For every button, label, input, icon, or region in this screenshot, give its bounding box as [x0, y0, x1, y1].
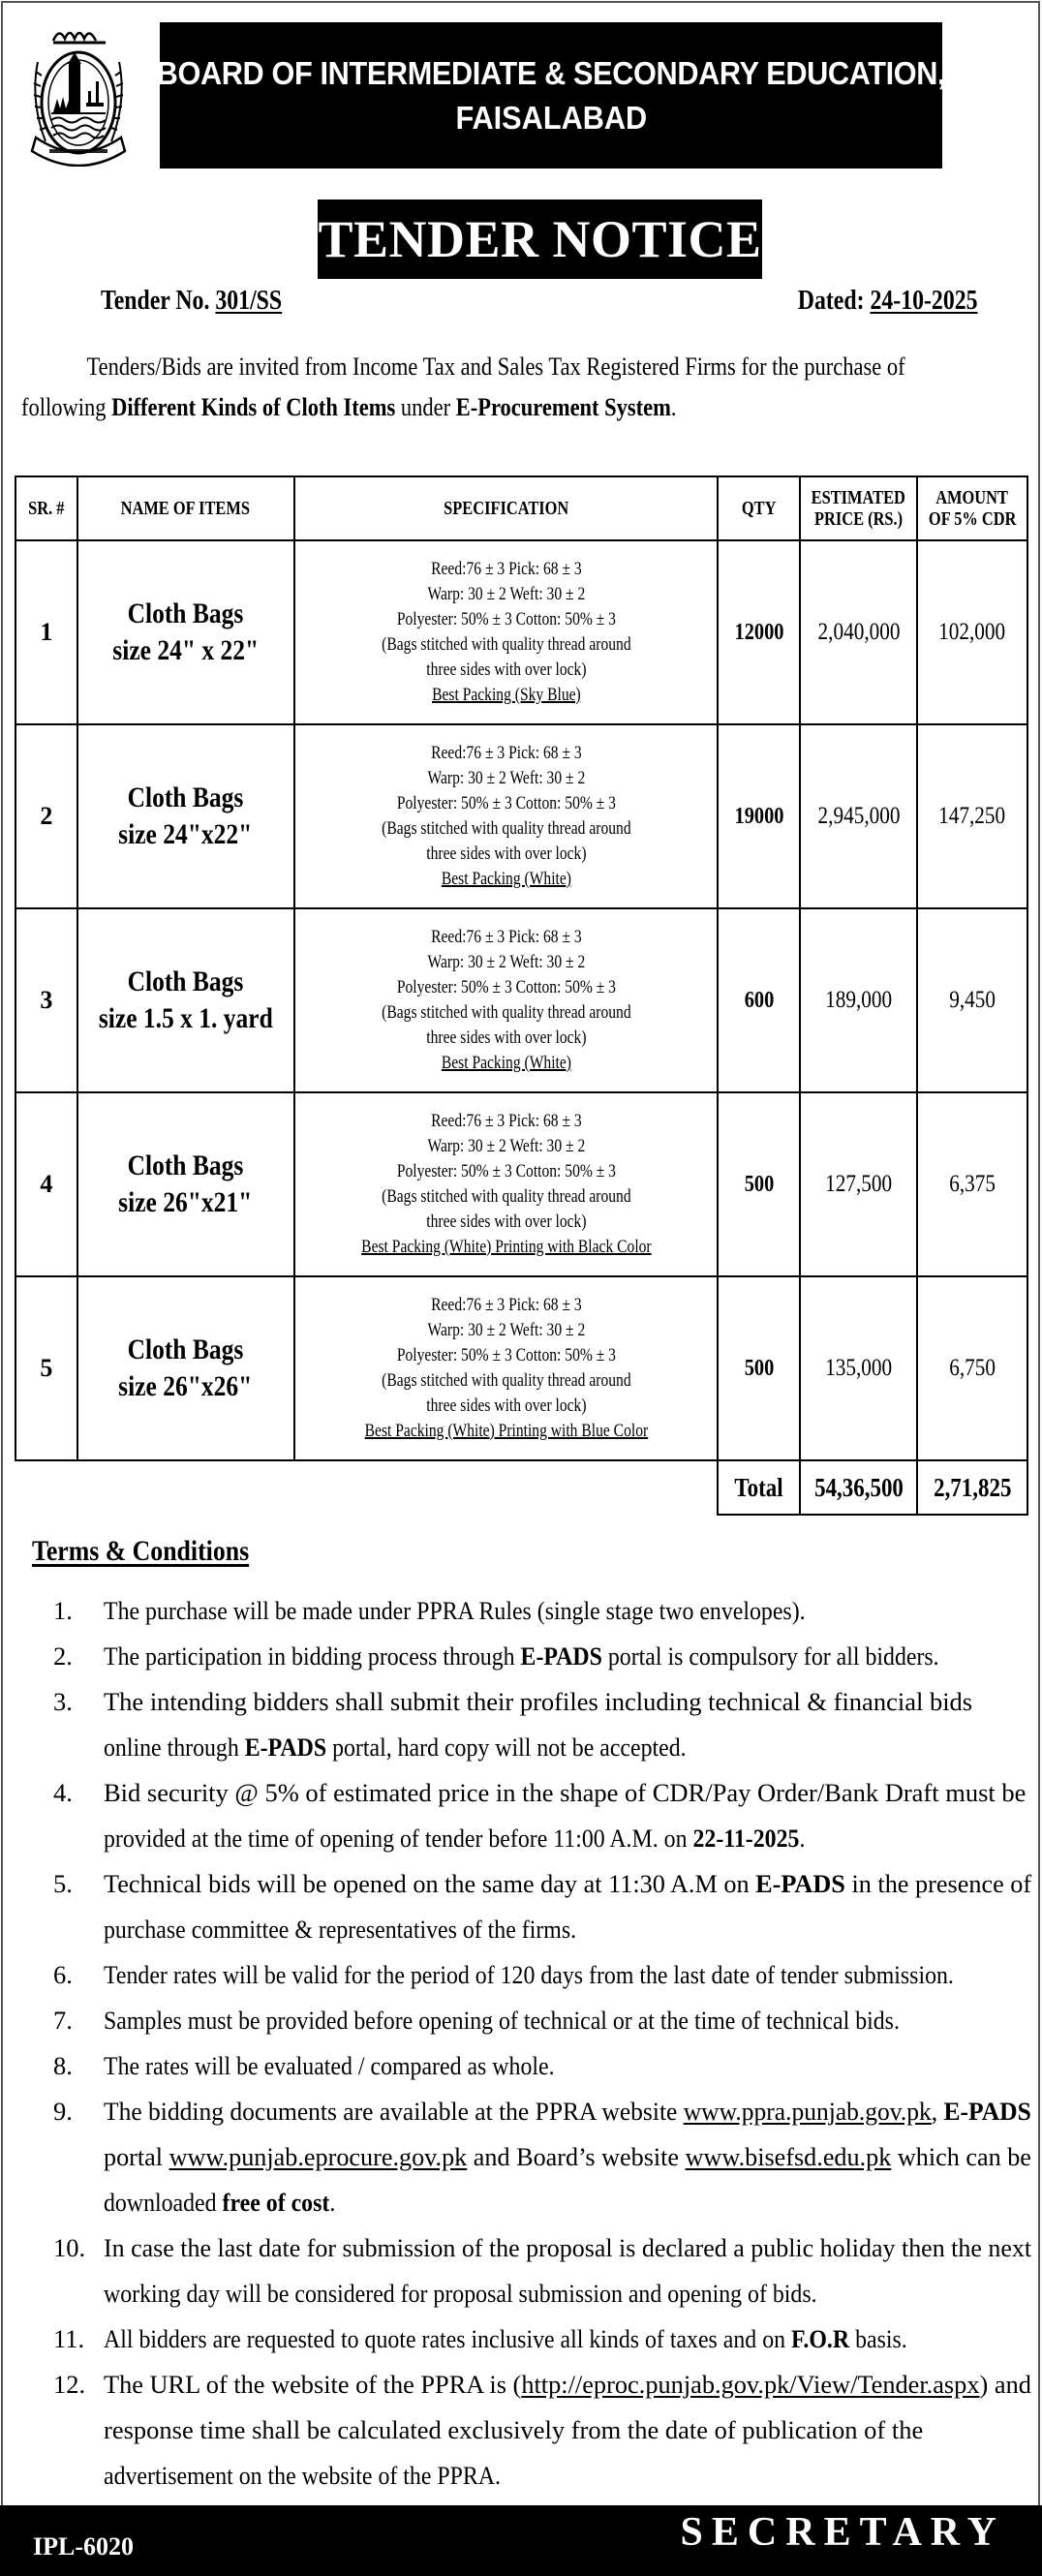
spec-line: three sides with over lock): [425, 1395, 587, 1416]
term-text: Bid security @ 5% of estimated price in the shape of CDR/Pay Order/Bank Draft must be: [104, 1778, 1027, 1807]
term-item: [53, 2225, 1031, 2316]
ipl-reference: IPL-6020: [33, 2532, 134, 2561]
term-link[interactable]: www.bisefsd.edu.pk: [685, 2142, 892, 2171]
term-text: response time shall be calculated exclusively from the date of publication of the: [104, 2415, 924, 2444]
term-item: [53, 2043, 1031, 2089]
terms-list: [53, 1588, 1031, 2499]
term-text: All bidders are requested to quote rates inclusive all kinds of taxes and on: [104, 2324, 792, 2353]
spec-line: Warp: 30 ± 2 Weft: 30 ± 2: [427, 1136, 585, 1156]
tender-no-value: 301/SS: [215, 286, 283, 316]
dated-label: Dated:: [798, 286, 865, 316]
term-text: working day will be considered for proposal submission and opening of bids.: [104, 2279, 817, 2308]
term-line: [104, 2180, 938, 2225]
spec-line: (Bags stitched with quality thread around: [381, 1186, 631, 1207]
cell-price: 2,945,000: [800, 724, 917, 908]
col-header-spec: SPECIFICATION: [294, 476, 719, 540]
term-line: [104, 1998, 938, 2043]
term-line: [104, 2453, 938, 2499]
term-text: provided at the time of opening of tender before 11:00 A.M. on: [104, 1824, 693, 1853]
footer-bar: [0, 2505, 1042, 2576]
table-header-row: [15, 476, 1027, 540]
table-row: [15, 1276, 1027, 1460]
term-text: .: [799, 1824, 806, 1853]
total-cdr: 2,71,825: [917, 1460, 1027, 1515]
cell-qty: 500: [718, 1092, 800, 1276]
table-row: [15, 540, 1027, 724]
term-text: Tender rates will be valid for the period of 120 days from the last date of tender submission.: [104, 1960, 954, 1989]
term-number: 9.: [53, 2097, 73, 2126]
spec-line: Polyester: 50% ± 3 Cotton: 50% ± 3: [396, 1345, 616, 1365]
cell-name: Cloth Bags size 26"x21": [77, 1092, 294, 1276]
cell-price: 189,000: [800, 908, 917, 1092]
term-line: [104, 1679, 1031, 1725]
dated-value: 24-10-2025: [870, 286, 978, 316]
col-header-price: ESTIMATED PRICE (RS.): [800, 476, 917, 540]
term-text: .: [329, 2188, 336, 2217]
term-text: and Board’s website: [467, 2142, 686, 2171]
spec-line: Polyester: 50% ± 3 Cotton: 50% ± 3: [396, 793, 616, 813]
cell-cdr: 6,375: [917, 1092, 1027, 1276]
cell-qty: 600: [718, 908, 800, 1092]
cell-cdr: 9,450: [917, 908, 1027, 1092]
term-bold: F.O.R: [791, 2324, 850, 2353]
term-text: portal, hard copy will not be accepted.: [326, 1733, 687, 1762]
cell-spec: [294, 908, 719, 1092]
intro-bold-items: Different Kinds of Cloth Items: [111, 393, 396, 421]
term-line: [104, 2316, 938, 2362]
cell-spec: [294, 1276, 719, 1460]
intro-text: following: [21, 393, 112, 421]
cell-sr: 5: [15, 1276, 77, 1460]
term-bold: E-PADS: [943, 2097, 1031, 2126]
term-item: [53, 1998, 1031, 2043]
term-text: The bidding documents are available at the PPRA website: [104, 2097, 684, 2126]
term-text: purchase committee & representatives of the firms.: [104, 1915, 577, 1944]
signatory: SECRETARY: [680, 2510, 1005, 2555]
term-line: [104, 2407, 1031, 2453]
table-row: [15, 724, 1027, 908]
cell-price: 135,000: [800, 1276, 917, 1460]
term-line: [104, 2225, 1032, 2271]
intro-line-1: Tenders/Bids are invited from Income Tax and Sales Tax Registered Firms for the purchase of: [86, 353, 905, 381]
intro-text: under: [395, 393, 456, 421]
term-line: [104, 2089, 1031, 2134]
term-item: [53, 1634, 1031, 1679]
term-number: 11.: [53, 2324, 85, 2353]
spec-line: three sides with over lock): [425, 843, 587, 864]
tender-meta-row: [0, 286, 1042, 324]
term-text: portal is compulsory for all bidders.: [601, 1641, 939, 1671]
spec-line: Polyester: 50% ± 3 Cotton: 50% ± 3: [396, 609, 616, 629]
term-bold: E-PADS: [755, 1869, 845, 1898]
term-bold: E-PADS: [520, 1641, 602, 1671]
term-item: [53, 1861, 1031, 1952]
spec-line: Polyester: 50% ± 3 Cotton: 50% ± 3: [396, 1161, 616, 1181]
term-link[interactable]: www.ppra.punjab.gov.pk: [683, 2097, 932, 2126]
cell-cdr: 102,000: [917, 540, 1027, 724]
col-header-cdr: AMOUNT OF 5% CDR: [917, 476, 1027, 540]
term-bold: 22-11-2025: [692, 1824, 800, 1853]
cell-sr: 4: [15, 1092, 77, 1276]
term-text: The purchase will be made under PPRA Rules (single stage two envelopes).: [104, 1596, 806, 1625]
term-number: 5.: [53, 1869, 73, 1898]
org-name-line2: FAISALABAD: [455, 99, 647, 136]
cell-qty: 500: [718, 1276, 800, 1460]
spec-line: Reed:76 ± 3 Pick: 68 ± 3: [430, 1111, 582, 1131]
term-text: online through: [104, 1733, 245, 1762]
tender-number: [101, 286, 282, 317]
term-line: [104, 2043, 938, 2089]
cell-name: Cloth Bags size 24" x 22": [77, 540, 294, 724]
term-text: The intending bidders shall submit their profiles including technical & financial bids: [104, 1687, 973, 1716]
term-number: 2.: [53, 1641, 73, 1671]
term-text: ) and: [979, 2370, 1031, 2399]
term-text: ,: [931, 2097, 944, 2126]
cell-name: Cloth Bags size 24"x22": [77, 724, 294, 908]
packing-line: Best Packing (White) Printing with Black Color: [360, 1237, 652, 1257]
term-text: downloaded: [104, 2188, 223, 2217]
table-total-row: [15, 1460, 1027, 1515]
term-number: 8.: [53, 2051, 73, 2080]
cell-price: 127,500: [800, 1092, 917, 1276]
spec-line: Reed:76 ± 3 Pick: 68 ± 3: [430, 927, 582, 947]
term-bold: E-PADS: [244, 1733, 327, 1762]
term-text: basis.: [849, 2324, 907, 2353]
packing-line: Best Packing (White): [441, 1053, 571, 1073]
notice-title-box: [318, 199, 762, 279]
intro-line-2: [21, 387, 893, 428]
term-number: 10.: [53, 2233, 86, 2262]
table-row: [15, 1092, 1027, 1276]
term-item: [53, 1679, 1031, 1770]
term-line: [104, 1634, 938, 1679]
term-link[interactable]: www.punjab.eprocure.gov.pk: [169, 2142, 468, 2171]
term-link[interactable]: http://eproc.punjab.gov.pk/View/Tender.aspx: [521, 2370, 980, 2399]
spec-line: Warp: 30 ± 2 Weft: 30 ± 2: [427, 952, 585, 972]
spec-line: (Bags stitched with quality thread around: [381, 1370, 631, 1391]
term-item: [53, 2362, 1031, 2499]
term-item: [53, 1588, 1031, 1634]
spec-line: Polyester: 50% ± 3 Cotton: 50% ± 3: [396, 977, 616, 997]
spec-line: (Bags stitched with quality thread around: [381, 818, 631, 839]
spec-line: Reed:76 ± 3 Pick: 68 ± 3: [430, 1295, 582, 1315]
term-line: [104, 1725, 938, 1770]
term-item: [53, 1952, 1031, 1998]
table-row: [15, 908, 1027, 1092]
items-table: [15, 475, 1028, 1516]
spec-line: (Bags stitched with quality thread around: [381, 634, 631, 655]
term-number: 4.: [53, 1778, 73, 1807]
term-text: portal: [104, 2142, 169, 2171]
col-header-qty: QTY: [718, 476, 800, 540]
term-line: [104, 2134, 1031, 2180]
term-text: advertisement on the website of the PPRA.: [104, 2461, 502, 2490]
cell-spec: [294, 540, 719, 724]
term-line: [104, 1907, 938, 1952]
org-name-line1: BOARD OF INTERMEDIATE & SECONDARY EDUCATION,: [156, 54, 946, 91]
spec-line: three sides with over lock): [425, 659, 587, 680]
packing-line: Best Packing (White) Printing with Blue Color: [364, 1421, 648, 1441]
term-line: [104, 1770, 1031, 1816]
term-line: [104, 2271, 938, 2316]
total-price: 54,36,500: [800, 1460, 917, 1515]
intro-text: .: [670, 393, 677, 421]
intro-paragraph: [21, 347, 1028, 428]
cell-name: Cloth Bags size 1.5 x 1. yard: [77, 908, 294, 1092]
term-number: 1.: [53, 1596, 73, 1625]
bise-emblem-icon: [24, 14, 133, 167]
tender-date: [798, 286, 978, 317]
term-number: 12.: [53, 2370, 86, 2399]
cell-cdr: 6,750: [917, 1276, 1027, 1460]
term-number: 6.: [53, 1960, 73, 1989]
term-line: [104, 1952, 954, 1998]
term-number: 3.: [53, 1687, 73, 1716]
col-header-sr: SR. #: [15, 476, 77, 540]
spec-line: three sides with over lock): [425, 1027, 587, 1048]
tender-no-label: Tender No.: [101, 286, 210, 316]
cell-sr: 2: [15, 724, 77, 908]
term-text: which can be: [891, 2142, 1031, 2171]
notice-title: TENDER NOTICE: [318, 210, 762, 268]
cell-sr: 3: [15, 908, 77, 1092]
term-bold: free of cost: [222, 2188, 330, 2217]
term-text: The rates will be evaluated / compared as whole.: [104, 2051, 555, 2080]
cell-qty: 19000: [718, 724, 800, 908]
cell-name: Cloth Bags size 26"x26": [77, 1276, 294, 1460]
spec-line: Reed:76 ± 3 Pick: 68 ± 3: [430, 743, 582, 763]
packing-line: Best Packing (Sky Blue): [431, 685, 581, 705]
cell-qty: 12000: [718, 540, 800, 724]
spec-line: three sides with over lock): [425, 1211, 587, 1232]
packing-line: Best Packing (White): [441, 869, 571, 889]
term-text: Technical bids will be opened on the same day at 11:30 A.M on: [104, 1869, 756, 1898]
cell-sr: 1: [15, 540, 77, 724]
total-label: Total: [718, 1460, 800, 1515]
term-text: The URL of the website of the PPRA is (: [104, 2370, 522, 2399]
term-text: in the presence of: [844, 1869, 1032, 1898]
term-line: [104, 1861, 1032, 1907]
cell-spec: [294, 1092, 719, 1276]
spec-line: Reed:76 ± 3 Pick: 68 ± 3: [430, 559, 582, 579]
col-header-name: NAME OF ITEMS: [77, 476, 294, 540]
term-item: [53, 2316, 1031, 2362]
spec-line: (Bags stitched with quality thread around: [381, 1002, 631, 1023]
term-line: [104, 1816, 938, 1861]
cell-price: 2,040,000: [800, 540, 917, 724]
term-item: [53, 1770, 1031, 1861]
term-text: In case the last date for submission of the proposal is declared a public holiday then the next: [104, 2233, 1032, 2262]
org-header-banner: [156, 22, 946, 169]
intro-bold-system: E-Procurement System: [455, 393, 671, 421]
spec-line: Warp: 30 ± 2 Weft: 30 ± 2: [427, 1320, 585, 1340]
term-text: Samples must be provided before opening of technical or at the time of technical bids.: [104, 2006, 900, 2035]
term-text: The participation in bidding process through: [104, 1641, 521, 1671]
cell-cdr: 147,250: [917, 724, 1027, 908]
cell-spec: [294, 724, 719, 908]
term-item: [53, 2089, 1031, 2225]
term-number: 7.: [53, 2006, 73, 2035]
spec-line: Warp: 30 ± 2 Weft: 30 ± 2: [427, 768, 585, 788]
term-line: [104, 2362, 1031, 2407]
spec-line: Warp: 30 ± 2 Weft: 30 ± 2: [427, 584, 585, 604]
term-line: [104, 1588, 938, 1634]
terms-heading: Terms & Conditions: [32, 1535, 250, 1567]
